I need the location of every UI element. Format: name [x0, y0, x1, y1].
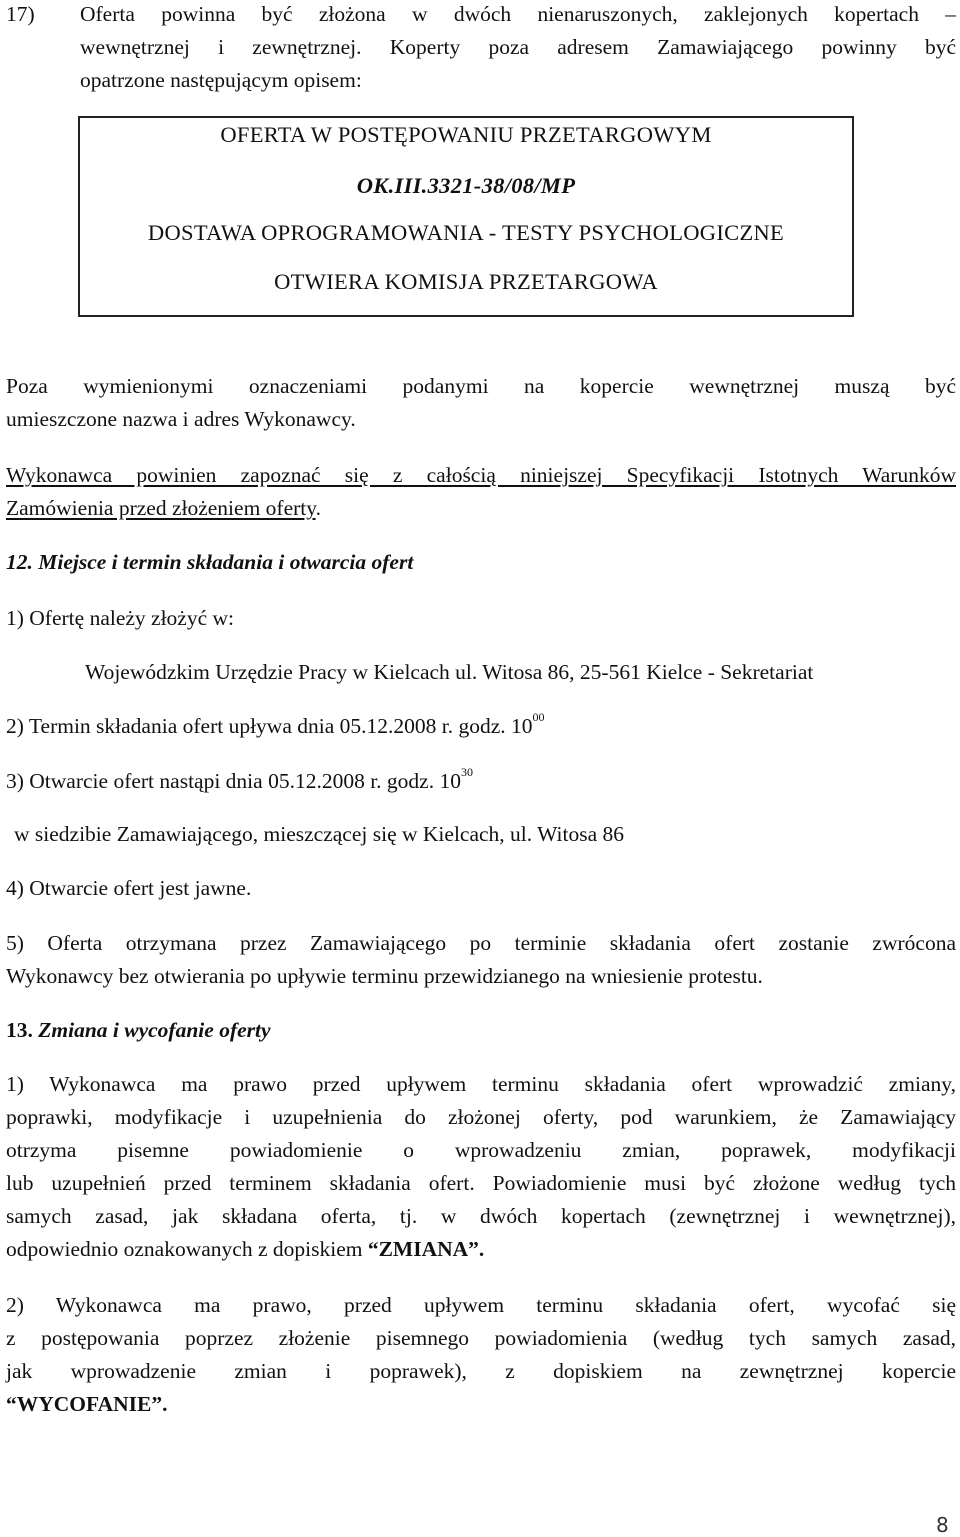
siwz-paragraph-line-2-text: Zamówienia przed złożeniem oferty — [6, 496, 316, 520]
item-17-line-3: opatrzone następującym opisem: — [80, 68, 362, 92]
item-17-number: 17) — [6, 2, 35, 26]
section-13-item-1-line-5: samych zasad, jak składana oferta, tj. w dwóch kopertach (zewnętrznej i wewnętrznej), — [6, 1204, 956, 1228]
section-13-heading-text: Zmiana i wycofanie oferty — [38, 1018, 271, 1042]
address-paragraph-line-2: umieszczone nazwa i adres Wykonawcy. — [6, 407, 356, 431]
section-13-item-1-line-1: 1) Wykonawca ma prawo przed upływem terminu składania ofert wprowadzić zmiany, — [6, 1072, 956, 1096]
address-paragraph-line-1: Poza wymienionymi oznaczeniami podanymi na kopercie wewnętrznej muszą być — [6, 374, 956, 398]
section-12-heading: 12. Miejsce i termin składania i otwarcia ofert — [6, 550, 414, 574]
section-13-item-1-marker: “ZMIANA”. — [367, 1237, 485, 1261]
envelope-title: OFERTA W POSTĘPOWANIU PRZETARGOWYM — [220, 122, 712, 147]
envelope-reference: OK.III.3321-38/08/MP — [356, 173, 576, 198]
section-12-item-2 — [6, 710, 545, 739]
item-17-line-2: wewnętrznej i zewnętrznej. Koperty poza adresem Zamawiającego powinny być — [80, 35, 956, 59]
item-17-line-1: Oferta powinna być złożona w dwóch nienaruszonych, zaklejonych kopertach – — [80, 2, 956, 26]
section-12-item-1: 1) Ofertę należy złożyć w: — [6, 606, 235, 630]
section-12-item-4: 4) Otwarcie ofert jest jawne. — [6, 876, 252, 900]
section-12-address: Wojewódzkim Urzędzie Pracy w Kielcach ul. Witosa 86, 25-561 Kielce - Sekretariat — [85, 660, 814, 684]
siwz-paragraph-line-1: Wykonawca powinien zapoznać się z całością niniejszej Specyfikacji Istotnych Warunków — [6, 463, 956, 487]
page-number: 8 — [936, 1513, 949, 1537]
section-12-item-2-minutes: 00 — [532, 710, 545, 724]
section-12-seat: w siedzibie Zamawiającego, mieszczącej się w Kielcach, ul. Witosa 86 — [14, 822, 625, 846]
section-13-heading — [6, 1018, 271, 1043]
envelope-opening-note: OTWIERA KOMISJA PRZETARGOWA — [274, 269, 658, 294]
envelope-label-box — [78, 116, 854, 317]
section-13-item-2-marker: “WYCOFANIE”. — [6, 1392, 168, 1416]
section-13-item-2-line-3: jak wprowadzenie zmian i poprawek), z dopiskiem na zewnętrznej kopercie — [6, 1359, 956, 1383]
section-13-item-1-line-6 — [6, 1237, 484, 1262]
envelope-subject: DOSTAWA OPROGRAMOWANIA - TESTY PSYCHOLOGICZNE — [147, 220, 785, 245]
section-13-item-1-last-text: odpowiednio oznakowanych z dopiskiem — [6, 1237, 368, 1261]
section-13-item-2-line-2: z postępowania poprzez złożenie pisemnego powiadomienia (według tych samych zasad, — [6, 1326, 956, 1350]
section-13-item-2-line-1: 2) Wykonawca ma prawo, przed upływem terminu składania ofert, wycofać się — [6, 1293, 956, 1317]
section-13-heading-number: 13. — [6, 1018, 39, 1042]
section-13-item-1-line-3: otrzyma pisemne powiadomienie o wprowadzeniu zmian, poprawek, modyfikacji — [6, 1138, 956, 1162]
section-12-item-5-line-2: Wykonawcy bez otwierania po upływie terminu przewidzianego na wniesienie protestu. — [6, 964, 763, 988]
siwz-paragraph-line-2-end: . — [315, 496, 321, 520]
section-12-item-3 — [6, 765, 473, 794]
siwz-paragraph-line-2 — [6, 496, 321, 521]
section-12-item-3-text: 3) Otwarcie ofert nastąpi dnia 05.12.2008 r. godz. 10 — [6, 769, 461, 793]
section-12-item-2-text: 2) Termin składania ofert upływa dnia 05.12.2008 r. godz. 10 — [6, 714, 533, 738]
section-12-item-3-minutes: 30 — [460, 765, 473, 779]
section-13-item-1-line-4: lub uzupełnień przed terminem składania ofert. Powiadomienie musi być złożone według tych — [6, 1171, 956, 1195]
section-12-item-5-line-1: 5) Oferta otrzymana przez Zamawiającego po terminie składania ofert zostanie zwrócona — [6, 931, 956, 955]
section-13-item-1-line-2: poprawki, modyfikacje i uzupełnienia do złożonej oferty, pod warunkiem, że Zamawiający — [6, 1105, 956, 1129]
